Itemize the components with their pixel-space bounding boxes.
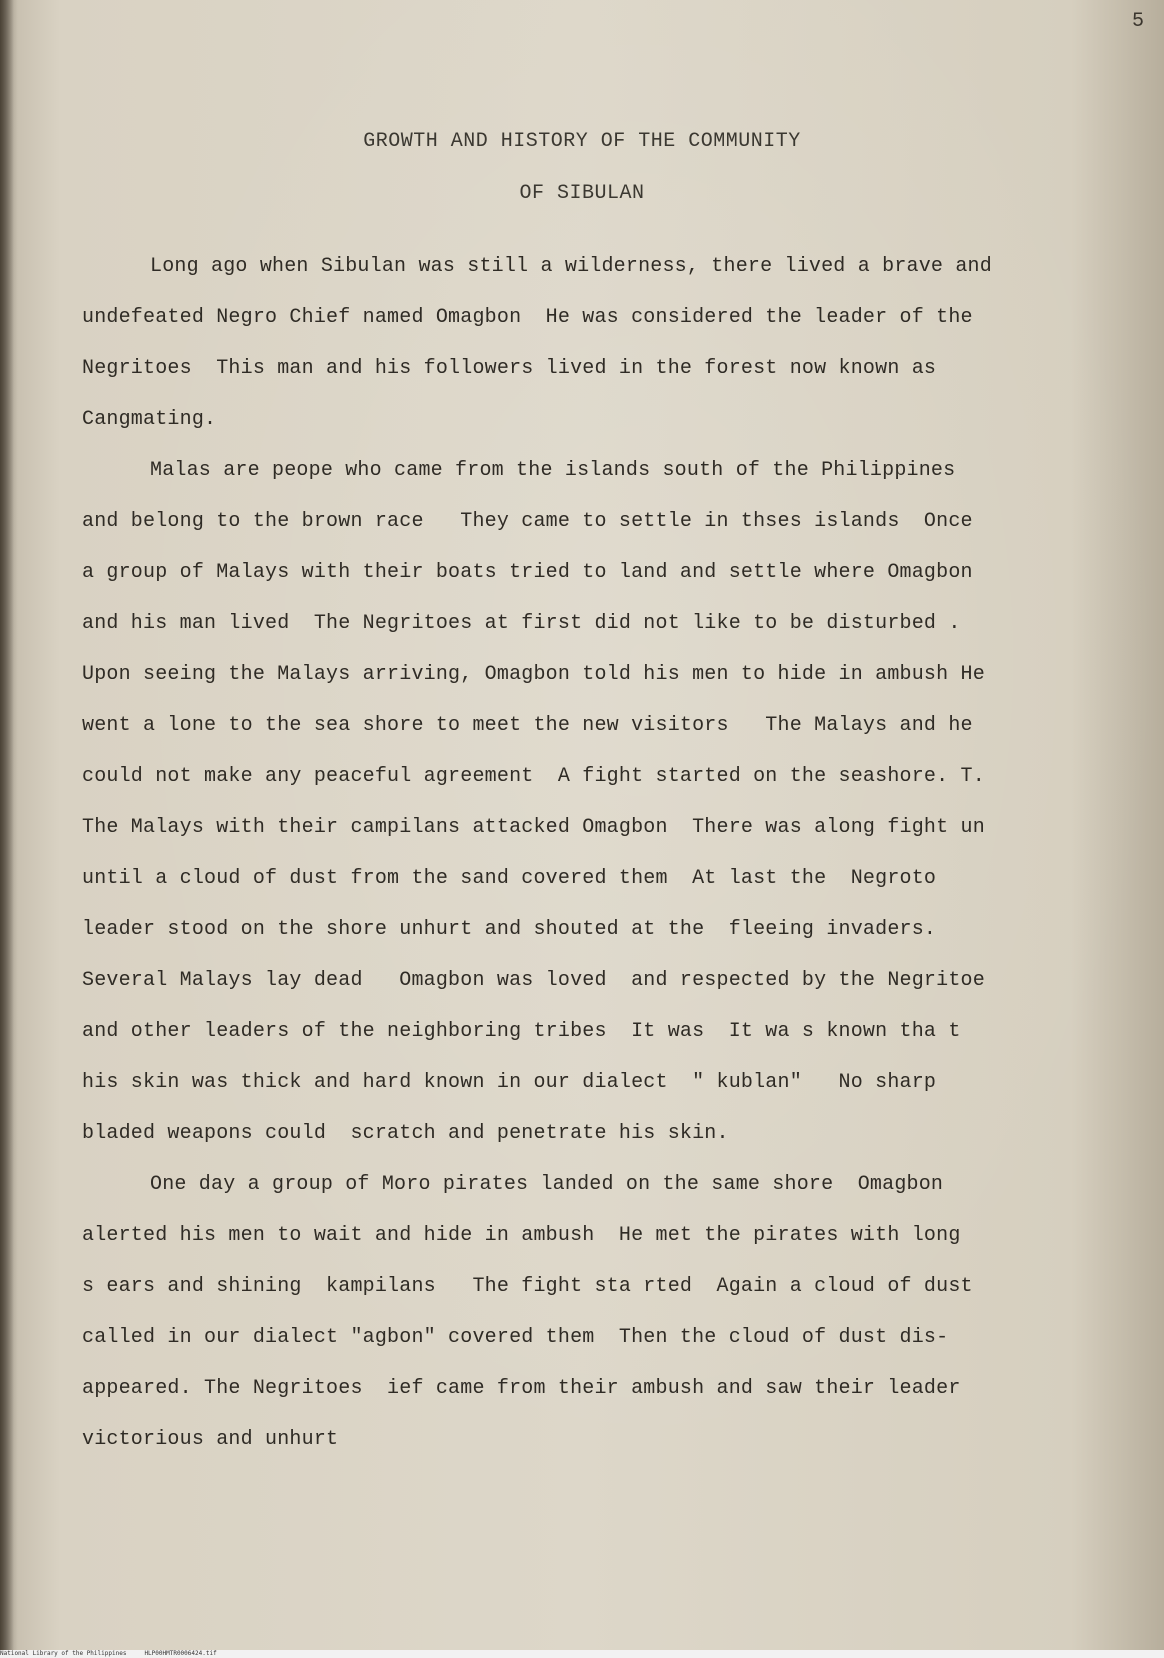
text-line: appeared. The Negritoes ief came from their ambush and saw their leader [82,1377,961,1400]
text-line: Long ago when Sibulan was still a wilderness, there lived a brave and [150,255,992,278]
scan-footer [0,1650,1164,1658]
page-number: 5 [1132,10,1145,33]
text-line: leader stood on the shore unhurt and shouted at the fleeing invaders. [82,918,937,941]
text-line: until a cloud of dust from the sand covered them At last the Negroto [82,867,937,890]
text-line: and other leaders of the neighboring tribes It was It wa s known tha t [82,1020,961,1043]
text-line: undefeated Negro Chief named Omagbon He was considered the leader of the [82,306,973,329]
text-line: a group of Malays with their boats tried to land and settle where Omagbon [82,561,973,584]
text-line: could not make any peaceful agreement A fight started on the seashore. T. [82,765,985,788]
text-line: Malas are peope who came from the islands south of the Philippines [150,459,956,482]
document-subtitle: OF SIBULAN [519,182,645,205]
text-line: One day a group of Moro pirates landed on the same shore Omagbon [150,1173,944,1196]
text-line: Negritoes This man and his followers lived in the forest now known as [82,357,937,380]
text-line: bladed weapons could scratch and penetrate his skin. [82,1122,729,1145]
text-line: alerted his men to wait and hide in ambush He met the pirates with long [82,1224,961,1247]
document-title: GROWTH AND HISTORY OF THE COMMUNITY [363,130,801,153]
text-line: s ears and shining kampilans The fight sta rted Again a cloud of dust [82,1275,973,1298]
footer-filename: HLP00HMTR0006424.tif [144,1650,217,1657]
body-text [82,253,1082,1477]
binding-shadow [0,0,14,1650]
text-line: his skin was thick and hard known in our dialect " kublan" No sharp [82,1071,937,1094]
text-line: Upon seeing the Malays arriving, Omagbon told his men to hide in ambush He [82,663,985,686]
footer-source: National Library of the Philippines [0,1650,127,1657]
text-line: Cangmating. [82,408,217,431]
text-line: Several Malays lay dead Omagbon was loved and respected by the Negritoe [82,969,985,992]
text-line: and belong to the brown race They came to settle in thses islands Once [82,510,973,533]
text-line: called in our dialect "agbon" covered them Then the cloud of dust dis- [82,1326,949,1349]
text-line: and his man lived The Negritoes at first did not like to be disturbed . [82,612,961,635]
text-line: The Malays with their campilans attacked Omagbon There was along fight un [82,816,985,839]
text-line: victorious and unhurt [82,1428,339,1451]
text-line: went a lone to the sea shore to meet the new visitors The Malays and he [82,714,973,737]
